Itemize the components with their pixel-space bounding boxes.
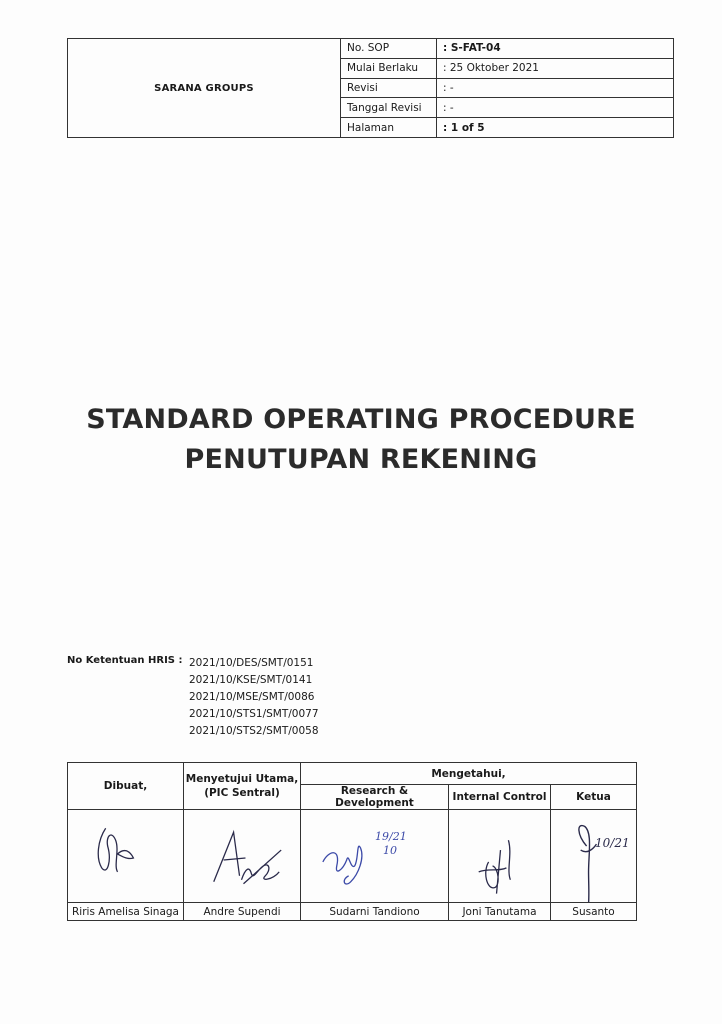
signature-table bbox=[67, 762, 637, 921]
name-sudarni: Sudarni Tandiono bbox=[301, 903, 449, 921]
signature-susanto bbox=[551, 810, 637, 903]
header-row-halaman bbox=[341, 118, 673, 137]
document-title-line2: PENUTUPAN REKENING bbox=[184, 444, 538, 475]
signature-mark bbox=[551, 810, 636, 902]
header-ketua: Ketua bbox=[551, 785, 637, 810]
handwritten-date-top: 19/21 bbox=[375, 830, 407, 843]
header-label: Halaman bbox=[341, 118, 437, 137]
signature-sudarni bbox=[301, 810, 449, 903]
hris-item: 2021/10/DES/SMT/0151 bbox=[189, 657, 314, 669]
document-header-table bbox=[67, 38, 674, 138]
header-internal-control: Internal Control bbox=[449, 785, 551, 810]
header-menyetujui: Menyetujui Utama, (PIC Sentral) bbox=[184, 763, 301, 810]
header-row-sop bbox=[341, 39, 673, 59]
header-label: Mulai Berlaku bbox=[341, 59, 437, 78]
signature-joni bbox=[449, 810, 551, 903]
header-value: : 25 Oktober 2021 bbox=[443, 62, 539, 75]
header-metadata bbox=[341, 39, 673, 137]
header-mengetahui: Mengetahui, bbox=[301, 763, 637, 785]
signature-andre bbox=[184, 810, 301, 903]
header-row-revisi bbox=[341, 79, 673, 99]
name-susanto: Susanto bbox=[551, 903, 637, 921]
header-label: Tanggal Revisi bbox=[341, 98, 437, 117]
name-joni: Joni Tanutama bbox=[449, 903, 551, 921]
signature-mark bbox=[68, 810, 183, 902]
header-dibuat: Dibuat, bbox=[68, 763, 184, 810]
header-value: : - bbox=[443, 101, 454, 114]
header-value: : 1 of 5 bbox=[443, 121, 485, 134]
signature-mark bbox=[449, 810, 550, 902]
hris-item: 2021/10/STS2/SMT/0058 bbox=[189, 725, 319, 737]
signature-mark bbox=[301, 810, 448, 902]
header-research-development: Research & Development bbox=[301, 785, 449, 810]
handwritten-date-bottom: 10 bbox=[383, 844, 397, 857]
header-label: No. SOP bbox=[341, 39, 437, 58]
name-riris: Riris Amelisa Sinaga bbox=[68, 903, 184, 921]
hris-item: 2021/10/STS1/SMT/0077 bbox=[189, 708, 319, 720]
handwritten-date-ketua: 10/21 bbox=[595, 836, 630, 850]
hris-list bbox=[189, 655, 319, 740]
header-row-mulai-berlaku bbox=[341, 59, 673, 79]
name-andre: Andre Supendi bbox=[184, 903, 301, 921]
document-title-line1: STANDARD OPERATING PROCEDURE bbox=[86, 404, 636, 435]
header-label: Revisi bbox=[341, 79, 437, 98]
header-row-tanggal-revisi bbox=[341, 98, 673, 118]
hris-item: 2021/10/MSE/SMT/0086 bbox=[189, 691, 315, 703]
header-value: : S-FAT-04 bbox=[443, 42, 501, 55]
header-value: : - bbox=[443, 81, 454, 94]
hris-item: 2021/10/KSE/SMT/0141 bbox=[189, 674, 313, 686]
signature-riris bbox=[68, 810, 184, 903]
company-name: SARANA GROUPS bbox=[68, 39, 341, 137]
signature-mark bbox=[184, 810, 300, 902]
hris-label: No Ketentuan HRIS : bbox=[67, 655, 183, 666]
